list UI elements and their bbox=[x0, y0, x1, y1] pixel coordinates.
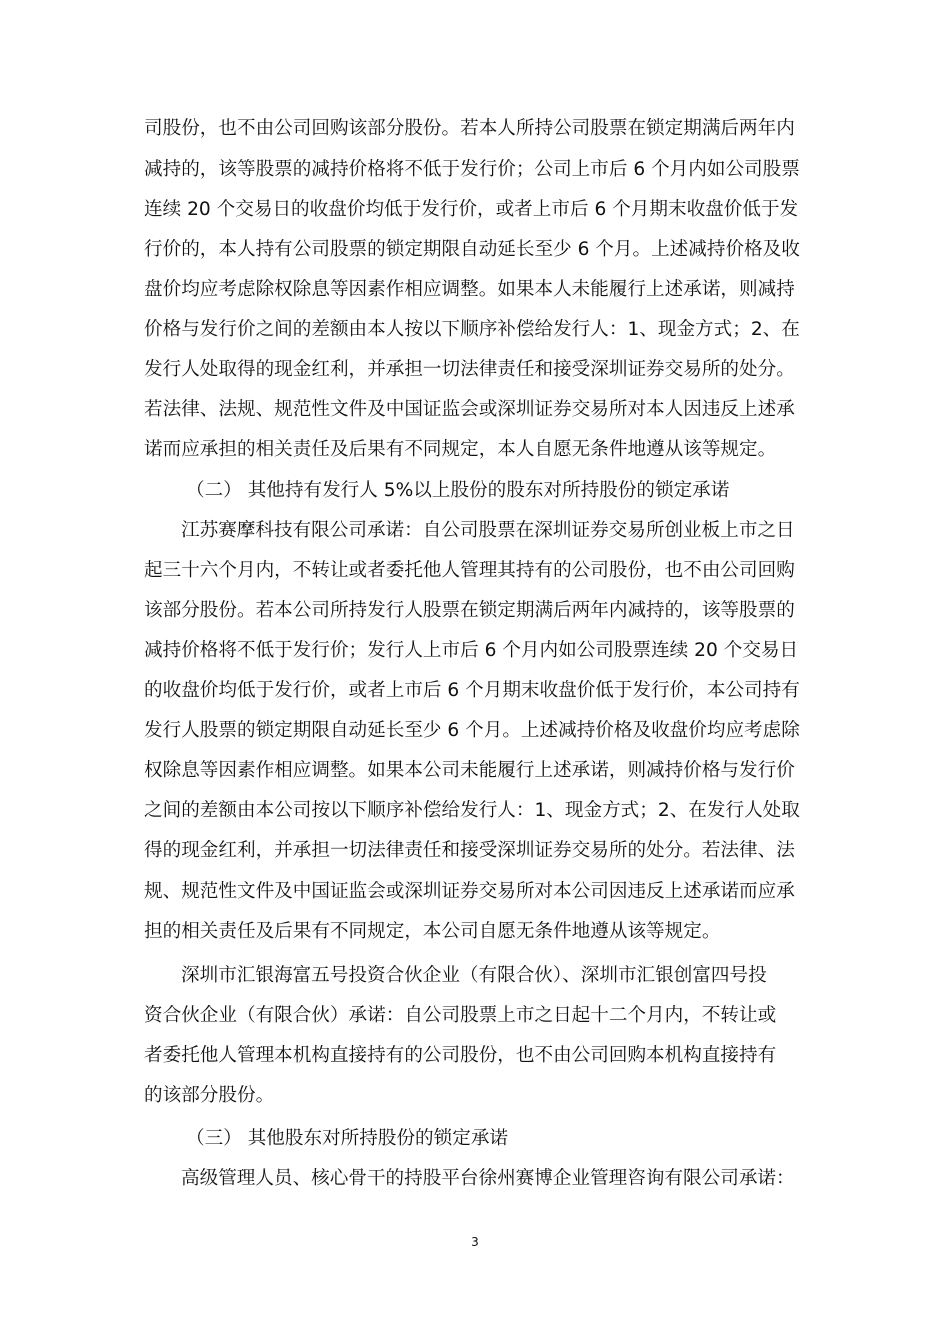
text-line: 得的现金红利，并承担一切法律责任和接受深圳证券交易所的处分。若法律、法 bbox=[144, 840, 795, 861]
text-line: 发行人处取得的现金红利，并承担一切法律责任和接受深圳证券交易所的处分。 bbox=[144, 359, 795, 380]
text-line: 司股份，也不由公司回购该部分股份。若本人所持公司股票在锁定期满后两年内 bbox=[144, 118, 795, 139]
text-line: 资合伙企业（有限合伙）承诺：自公司股票上市之日起十二个月内，不转让或 bbox=[144, 1005, 777, 1026]
text-line: 发行人股票的锁定期限自动延长至少 6 个月。上述减持价格及收盘价均应考虑除 bbox=[144, 720, 800, 741]
section-heading: （二） 其他持有发行人 5%以上股份的股东对所持股份的锁定承诺 bbox=[186, 480, 730, 501]
text-line: 若法律、法规、规范性文件及中国证监会或深圳证券交易所对本人因违反上述承 bbox=[144, 399, 795, 420]
text-line: 者委托他人管理本机构直接持有的公司股份，也不由公司回购本机构直接持有 bbox=[144, 1045, 777, 1066]
page-number: 3 bbox=[471, 1235, 479, 1249]
text-line: 盘价均应考虑除权除息等因素作相应调整。如果本人未能履行上述承诺，则减持 bbox=[144, 279, 795, 300]
text-line: 之间的差额由本公司按以下顺序补偿给发行人：1、现金方式；2、在发行人处取 bbox=[144, 800, 800, 821]
text-line: 减持的，该等股票的减持价格将不低于发行价；公司上市后 6 个月内如公司股票 bbox=[144, 159, 800, 180]
section-heading: （三） 其他股东对所持股份的锁定承诺 bbox=[186, 1128, 509, 1149]
text-line: 诺而应承担的相关责任及后果有不同规定，本人自愿无条件地遵从该等规定。 bbox=[144, 439, 777, 460]
text-line: 该部分股份。若本公司所持发行人股票在锁定期满后两年内减持的，该等股票的 bbox=[144, 600, 795, 621]
text-line: 的收盘价均低于发行价，或者上市后 6 个月期末收盘价低于发行价，本公司持有 bbox=[144, 680, 800, 701]
text-line: 规、规范性文件及中国证监会或深圳证券交易所对本公司因违反上述承诺而应承 bbox=[144, 881, 795, 902]
text-line: 减持价格将不低于发行价；发行人上市后 6 个月内如公司股票连续 20 个交易日 bbox=[144, 640, 799, 661]
text-line: 起三十六个月内，不转让或者委托他人管理其持有的公司股份，也不由公司回购 bbox=[144, 560, 795, 581]
text-line: 的该部分股份。 bbox=[144, 1085, 275, 1106]
text-line: 价格与发行价之间的差额由本人按以下顺序补偿给发行人：1、现金方式；2、在 bbox=[144, 319, 800, 340]
text-line: 高级管理人员、核心骨干的持股平台徐州赛博企业管理咨询有限公司承诺： bbox=[181, 1168, 795, 1189]
text-line: 连续 20 个交易日的收盘价均低于发行价，或者上市后 6 个月期末收盘价低于发 bbox=[144, 199, 799, 220]
text-line: 权除息等因素作相应调整。如果本公司未能履行上述承诺，则减持价格与发行价 bbox=[144, 760, 795, 781]
text-line: 担的相关责任及后果有不同规定，本公司自愿无条件地遵从该等规定。 bbox=[144, 921, 721, 942]
text-line: 行价的，本人持有公司股票的锁定期限自动延长至少 6 个月。上述减持价格及收 bbox=[144, 239, 800, 260]
text-line: 江苏赛摩科技有限公司承诺：自公司股票在深圳证券交易所创业板上市之日 bbox=[181, 520, 795, 541]
text-line: 深圳市汇银海富五号投资合伙企业（有限合伙）、深圳市汇银创富四号投 bbox=[181, 965, 767, 986]
